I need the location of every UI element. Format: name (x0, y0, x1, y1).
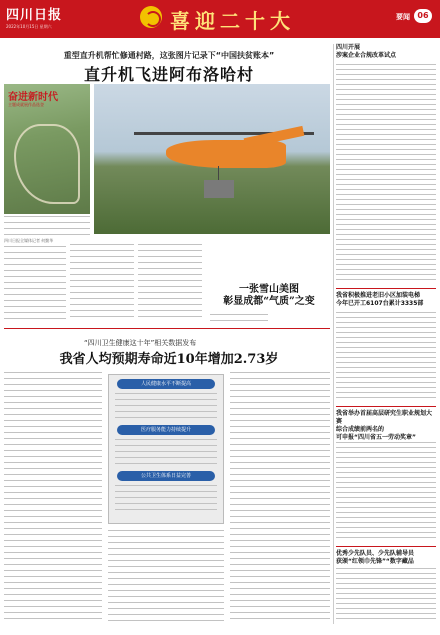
right-item-text (336, 312, 436, 402)
cargo-load (204, 180, 234, 198)
feature-title-line1: 一张雪山美图 (239, 284, 299, 295)
info-heading: 人民健康水平不断提高 (117, 379, 215, 389)
top-article (4, 44, 332, 324)
column-text-lines (230, 372, 330, 624)
page-number-badge[interactable]: 06 (414, 9, 432, 23)
photo-left-title: 奋进新时代 (8, 92, 58, 103)
caption-text-lines (4, 216, 90, 236)
column-text-lines (138, 244, 202, 320)
article-subheadline[interactable]: 重型直升机帮忙修通村路，这张图片记录下“中国扶贫账本” (63, 51, 275, 60)
right-rule (336, 406, 436, 407)
right-item-title[interactable]: 四川开展 涉案企业合规改革试点 (336, 44, 397, 59)
column-text-lines (70, 244, 134, 320)
right-rule (336, 288, 436, 289)
party-emblem-icon (140, 6, 162, 28)
article-headline[interactable]: 直升机飞进阿布洛哈村 (83, 65, 254, 84)
road-shape (14, 124, 80, 204)
article-byline: 四川日报全媒体记者 何勤华 (4, 238, 54, 243)
right-item-text (336, 64, 436, 284)
article-column-4 (210, 314, 268, 324)
right-item-title[interactable]: 优秀少先队员、少先队辅导员 获颁“红领巾先锋”“数字藏品 (336, 550, 415, 565)
section-label[interactable]: 要闻 (396, 13, 410, 21)
info-text-lines (115, 393, 217, 421)
article-headline-bottom[interactable]: 我省人均预期寿命近10年增加2.73岁 (59, 352, 279, 367)
column-text-lines (4, 246, 66, 320)
article-column-3 (138, 244, 202, 320)
right-column (336, 44, 436, 629)
article-column-1 (4, 238, 66, 320)
banner-title: 喜迎二十大 (170, 9, 295, 33)
column-text-lines (108, 530, 224, 624)
column-divider (333, 44, 334, 624)
info-heading: 医疗服务能力持续提升 (117, 425, 215, 435)
article-column-2 (70, 244, 134, 320)
section-divider (4, 328, 330, 329)
photo-left-subtitle: 主题成就展作品选登 (8, 102, 44, 107)
issue-date: 2022年10月15日 星期六 (6, 24, 52, 29)
bottom-article (4, 334, 332, 629)
photo-caption (4, 216, 90, 236)
right-item-text (336, 442, 436, 542)
right-item-title[interactable]: 我省积极推进老旧小区加装电梯 今年已开工6107台累计3335部 (336, 292, 424, 307)
data-info-box (108, 374, 224, 524)
article-kicker[interactable]: “四川卫生健康这十年”相关数据发布 (84, 339, 197, 347)
bottom-column-1 (4, 372, 102, 624)
info-text-lines (115, 439, 217, 467)
feature-title[interactable] (210, 284, 328, 308)
bottom-column-3 (230, 372, 330, 624)
feature-title-line2: 彰显成都“气质”之变 (223, 296, 315, 307)
info-heading: 公共卫生体系日益完善 (117, 471, 215, 481)
right-item-title[interactable]: 我省举办首届高层研究生职业规划大赛 综合成绩前两名的 可申报“四川省五一劳动奖章” (336, 410, 433, 441)
right-item-text (336, 568, 436, 620)
helicopter-photo[interactable] (94, 84, 330, 234)
column-text-lines (4, 372, 102, 624)
right-rule (336, 546, 436, 547)
column-text-lines (210, 314, 268, 324)
mountain-road-photo[interactable] (4, 84, 90, 214)
helicopter-body (166, 140, 286, 168)
info-text-lines (115, 485, 217, 513)
newspaper-logo[interactable]: 四川日报 (6, 8, 63, 23)
masthead (0, 0, 440, 38)
bottom-column-2 (108, 530, 224, 624)
